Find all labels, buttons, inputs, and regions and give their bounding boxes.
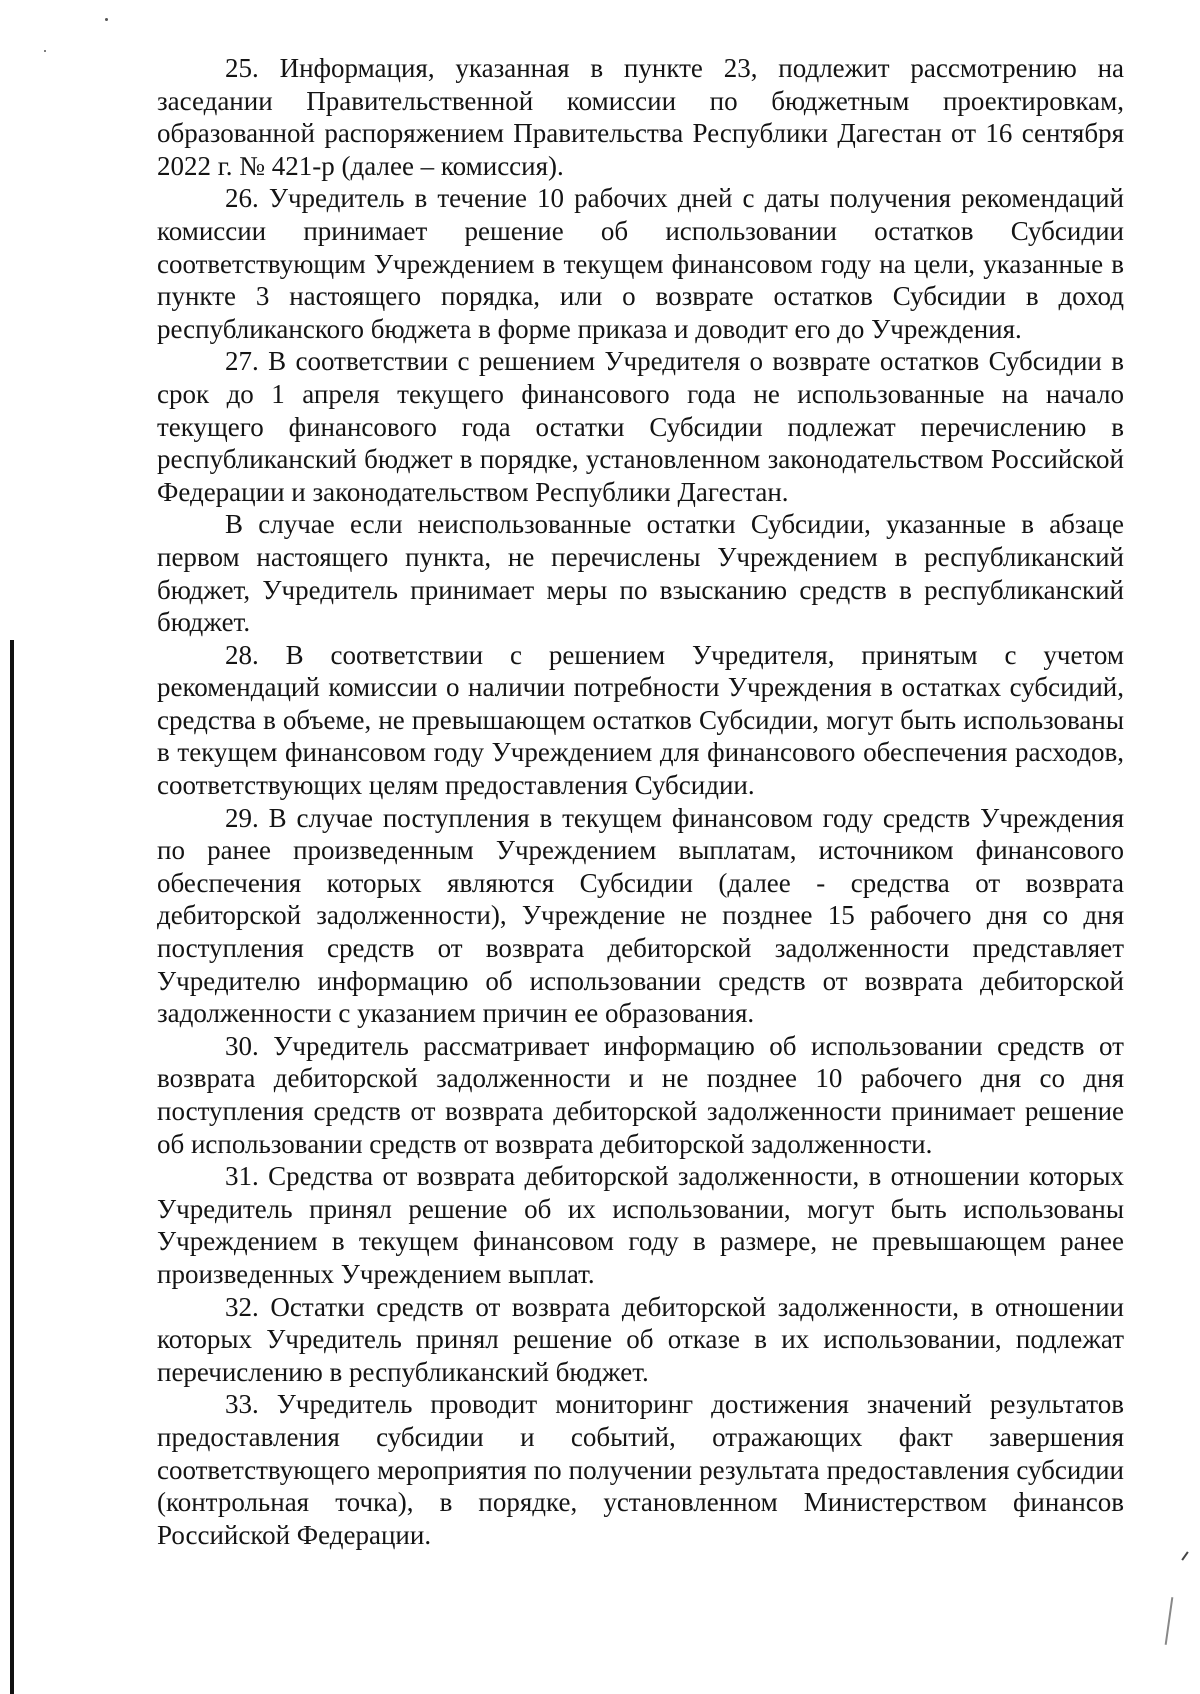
document-body [157,52,1124,1551]
paragraph-32: 32. Остатки средств от возврата дебиторской задолженности, в отношении которых Учредитель принял решение об отказе в их использовании, подлежат перечислению в республиканский бюджет. [157,1291,1124,1387]
paragraph-28: 28. В соответствии с решением Учредителя, принятым с учетом рекомендаций комиссии о наличии потребности Учреждения в остатках субсидий, средства в объеме, не превышающем остатков Субсидии, могут быть использованы в текущем финансовом году Учреждением для финансового обеспечения расходов, соответствующих целям предоставления Субсидии. [157,639,1124,801]
scan-mark [1165,1597,1174,1645]
paragraph-30: 30. Учредитель рассматривает информацию об использовании средств от возврата дебиторской задолженности и не позднее 10 рабочего дня со дня поступления средств от возврата дебиторской задолженности принимает решение об использовании средств от возврата дебиторской задолженности. [157,1030,1124,1159]
paragraph-33: 33. Учредитель проводит мониторинг достижения значений результатов предоставления субсидии и событий, отражающих факт завершения соответствующего мероприятия по получении результата предоставления субсидии (контрольная точка), в порядке, установленном Министерством финансов Российской Федерации. [157,1389,1124,1550]
scan-mark [1181,1551,1188,1560]
paragraph-29: 29. В случае поступления в текущем финансовом году средств Учреждения по ранее произведенным Учреждением выплатам, источником финансового обеспечения которых являются Субсидии (далее - средства от возврата дебиторской задолженности), Учреждение не позднее 15 рабочего дня со дня поступления средств от возврата дебиторской задолженности представляет Учредителю информацию об использовании средств от возврата дебиторской задолженности с указанием причин ее образования. [157,802,1124,1029]
paragraph-25: 25. Информация, указанная в пункте 23, подлежит рассмотрению на заседании Правительственной комиссии по бюджетным проектировкам, образованной распоряжением Правительства Республики Дагестан от 16 сентября 2022 г. № 421-р (далее – комиссия). [157,53,1124,181]
paragraph-27: 27. В соответствии с решением Учредителя о возврате остатков Субсидии в срок до 1 апреля текущего финансового года не использованные на начало текущего финансового года остатки Субсидии подлежат перечислению в республиканский бюджет в порядке, установленном законодательством Российской Федерации и законодательством Республики Дагестан. [157,346,1124,507]
scan-left-edge [10,640,14,1694]
paragraph-26: 26. Учредитель в течение 10 рабочих дней с даты получения рекомендаций комиссии принимает решение об использовании остатков Субсидии соответствующим Учреждением в текущем финансовом году на цели, указанные в пункте 3 настоящего порядка, или о возврате остатков Субсидии в доход республиканского бюджета в форме приказа и доводит его до Учреждения. [157,183,1124,344]
scan-speck [105,18,108,21]
paragraph-27-part-2: В случае если неиспользованные остатки Субсидии, указанные в абзаце первом настоящего пункта, не перечислены Учреждением в республиканский бюджет, Учредитель принимает меры по взысканию средств в республиканский бюджет. [157,509,1124,638]
paragraph-31: 31. Средства от возврата дебиторской задолженности, в отношении которых Учредитель принял решение об их использовании, могут быть использованы Учреждением в текущем финансовом году в размере, не превышающем ранее произведенных Учреждением выплат. [157,1161,1124,1289]
scan-speck [44,50,46,52]
